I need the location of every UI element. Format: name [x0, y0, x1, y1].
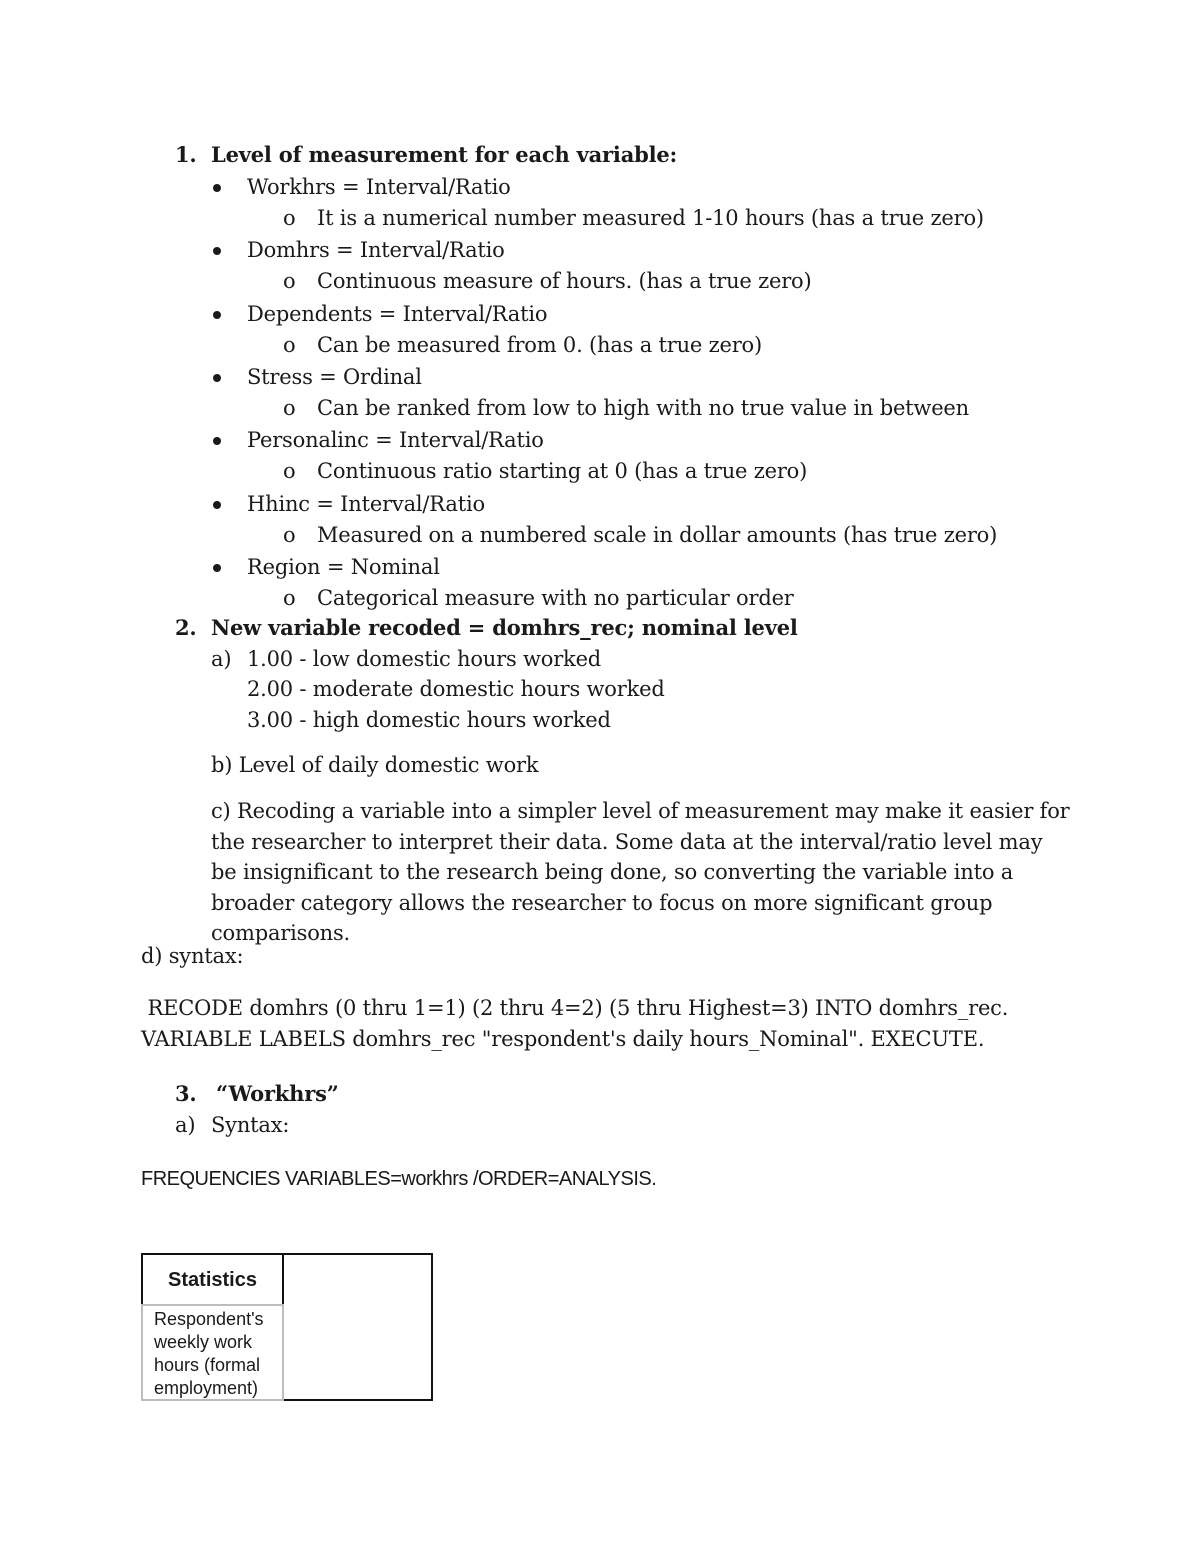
sub-bullet-icon: o: [283, 206, 296, 230]
section3-heading: “Workhrs”: [216, 1081, 339, 1106]
bullet-icon: [213, 564, 221, 572]
bullet-icon: [213, 374, 221, 382]
section1-number: 1.: [175, 142, 197, 167]
section1-heading: Level of measurement for each variable:: [211, 142, 678, 167]
variable-item-description: Can be measured from 0. (has a true zero): [317, 333, 762, 357]
frequencies-syntax: FREQUENCIES VARIABLES=workhrs /ORDER=ANALYSIS.: [141, 1168, 657, 1190]
variable-item-label: Workhrs = Interval/Ratio: [247, 175, 511, 199]
variable-item-description: Continuous measure of hours. (has a true zero): [317, 269, 812, 293]
recode-line-1: 1.00 - low domestic hours worked: [247, 647, 602, 671]
sub-bullet-icon: o: [283, 269, 296, 293]
section2-number: 2.: [175, 615, 197, 640]
sub-bullet-icon: o: [283, 333, 296, 357]
variable-item-label: Domhrs = Interval/Ratio: [247, 238, 505, 262]
statistics-value-cell: [282, 1253, 433, 1401]
sub-bullet-icon: o: [283, 586, 296, 610]
variable-item-label: Region = Nominal: [247, 555, 440, 579]
section2-d-label: d) syntax:: [141, 944, 244, 968]
bullet-icon: [213, 501, 221, 509]
section2-c-paragraph: c) Recoding a variable into a simpler level of measurement may make it easier for the researcher to interpret their data. Some data at the interval/ratio level may be insignificant to the research being done, so converting the variable into a broader category allows the researcher to focus on more significant group comparisons.: [211, 799, 1070, 945]
section3-a-label: Syntax:: [211, 1113, 290, 1137]
sub-bullet-icon: o: [283, 523, 296, 547]
statistics-table: [141, 1253, 433, 1401]
bullet-icon: [213, 247, 221, 255]
bullet-icon: [213, 184, 221, 192]
section3-number: 3.: [175, 1081, 197, 1106]
statistics-row-label: Respondent's weekly work hours (formal employment): [141, 1304, 284, 1401]
variable-item-description: Categorical measure with no particular order: [317, 586, 794, 610]
bullet-icon: [213, 437, 221, 445]
variable-item-description: Measured on a numbered scale in dollar amounts (has true zero): [317, 523, 998, 547]
sub-bullet-icon: o: [283, 459, 296, 483]
variable-item-description: Continuous ratio starting at 0 (has a true zero): [317, 459, 808, 483]
variable-item-label: Personalinc = Interval/Ratio: [247, 428, 544, 452]
section2-b: b) Level of daily domestic work: [211, 753, 539, 777]
section2-a-marker: a): [211, 647, 232, 671]
recode-line-2: 2.00 - moderate domestic hours worked: [247, 677, 665, 701]
variable-item-description: It is a numerical number measured 1-10 hours (has a true zero): [317, 206, 984, 230]
bullet-icon: [213, 311, 221, 319]
variable-item-label: Hhinc = Interval/Ratio: [247, 492, 485, 516]
recode-syntax: RECODE domhrs (0 thru 1=1) (2 thru 4=2) (5 thru Highest=3) INTO domhrs_rec. VARIABLE LABELS domhrs_rec "respondent's daily hours_Nominal". EXECUTE.: [141, 996, 1015, 1051]
statistics-table-title: Statistics: [141, 1253, 284, 1305]
section2-heading: New variable recoded = domhrs_rec; nominal level: [211, 615, 798, 640]
variable-item-label: Dependents = Interval/Ratio: [247, 302, 548, 326]
variable-item-label: Stress = Ordinal: [247, 365, 422, 389]
recode-line-3: 3.00 - high domestic hours worked: [247, 708, 611, 732]
sub-bullet-icon: o: [283, 396, 296, 420]
variable-item-description: Can be ranked from low to high with no true value in between: [317, 396, 969, 420]
section3-a-marker: a): [175, 1113, 196, 1137]
